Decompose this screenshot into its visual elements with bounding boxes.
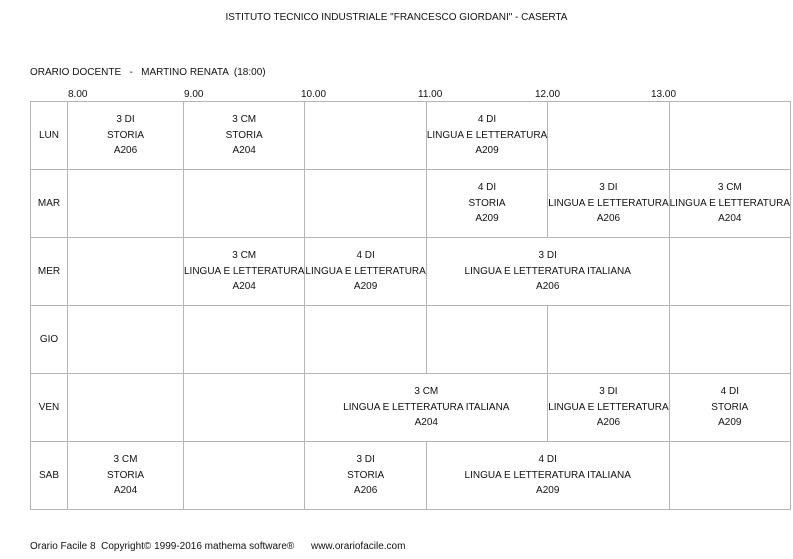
class-label: 3 DI: [538, 250, 557, 262]
room-label: A206: [596, 417, 621, 429]
class-label: 4 DI: [538, 454, 557, 466]
day-label: MER: [31, 238, 68, 306]
hour-label: 10.00: [301, 89, 327, 100]
subject-label: LINGUA E LETTERATURA ITALIANA: [343, 401, 510, 413]
empty-cell: [184, 442, 305, 510]
class-label: 3 DI: [599, 182, 618, 194]
subject-label: LINGUA E LETTERATURA: [669, 197, 791, 209]
lesson-cell: [669, 374, 790, 442]
room-label: A209: [475, 145, 499, 157]
day-row: [31, 102, 791, 170]
empty-cell: [305, 170, 426, 238]
subject-label: STORIA: [106, 469, 145, 481]
subject-label: LINGUA E LETTERATURA: [184, 265, 305, 277]
room-label: A209: [536, 485, 560, 497]
class-label: 3 CM: [717, 182, 742, 194]
class-label: 3 DI: [116, 114, 135, 126]
subject-label: STORIA: [225, 129, 263, 141]
empty-cell: [669, 102, 790, 170]
empty-cell: [68, 238, 184, 306]
school-title: ISTITUTO TECNICO INDUSTRIALE "FRANCESCO GIORDANI" - CASERTA: [225, 12, 568, 23]
timetable-grid: [30, 101, 791, 510]
room-label: A204: [718, 213, 742, 225]
empty-cell: [184, 374, 305, 442]
room-label: A204: [232, 145, 256, 157]
room-label: A204: [113, 485, 138, 497]
room-label: A206: [596, 213, 621, 225]
day-label: VEN: [31, 374, 68, 442]
subject-label: LINGUA E LETTERATURA: [548, 401, 669, 413]
class-label: 4 DI: [477, 114, 497, 126]
day-label: GIO: [31, 306, 68, 374]
class-label: 3 DI: [599, 386, 618, 398]
day-label: SAB: [31, 442, 68, 510]
subject-label: LINGUA E LETTERATURA ITALIANA: [464, 265, 631, 277]
class-label: 3 CM: [232, 250, 257, 262]
lesson-cell: [305, 442, 426, 510]
hour-label: 13.00: [651, 89, 677, 100]
empty-cell: [305, 102, 426, 170]
day-row: [31, 442, 791, 510]
subject-label: LINGUA E LETTERATURA: [305, 265, 426, 277]
lesson-cell: [305, 374, 548, 442]
lesson-cell: [548, 170, 669, 238]
hour-label: 11.00: [418, 89, 443, 100]
subject-label: LINGUA E LETTERATURA: [548, 197, 669, 209]
empty-cell: [68, 374, 184, 442]
class-label: 3 CM: [113, 454, 138, 466]
room-label: A209: [718, 417, 742, 429]
lesson-cell: [426, 170, 547, 238]
lesson-cell: [305, 238, 426, 306]
subject-label: LINGUA E LETTERATURA: [426, 129, 548, 141]
lesson-cell: [426, 102, 547, 170]
lesson-cell: [426, 442, 669, 510]
class-label: 4 DI: [356, 250, 375, 262]
empty-cell: [68, 306, 184, 374]
day-row: [31, 374, 791, 442]
lesson-cell: [669, 170, 790, 238]
hour-label: 8.00: [68, 89, 88, 100]
teacher-schedule-heading: ORARIO DOCENTE - MARTINO RENATA (18:00): [30, 67, 266, 78]
day-row: [31, 170, 791, 238]
room-label: A206: [353, 485, 378, 497]
day-label: MAR: [31, 170, 68, 238]
empty-cell: [184, 170, 305, 238]
room-label: A204: [414, 417, 438, 429]
class-label: 3 DI: [356, 454, 375, 466]
empty-cell: [184, 306, 305, 374]
day-row: [31, 306, 791, 374]
day-label: LUN: [31, 102, 68, 170]
empty-cell: [426, 306, 547, 374]
subject-label: STORIA: [468, 197, 506, 209]
room-label: A209: [353, 281, 378, 293]
empty-cell: [548, 102, 669, 170]
lesson-cell: [548, 374, 669, 442]
lesson-cell: [68, 442, 184, 510]
hour-label: 9.00: [184, 89, 204, 100]
empty-cell: [548, 306, 669, 374]
lesson-cell: [184, 102, 305, 170]
empty-cell: [669, 442, 790, 510]
room-label: A206: [536, 281, 560, 293]
class-label: 3 CM: [414, 386, 439, 398]
hour-label: 12.00: [535, 89, 561, 100]
empty-cell: [669, 306, 790, 374]
class-label: 4 DI: [477, 182, 497, 194]
empty-cell: [669, 238, 790, 306]
lesson-cell: [68, 102, 184, 170]
footer-copyright: Orario Facile 8 Copyright© 1999-2016 mathema software® www.orariofacile.com: [30, 541, 406, 552]
day-row: [31, 238, 791, 306]
subject-label: STORIA: [347, 469, 385, 481]
empty-cell: [305, 306, 426, 374]
class-label: 4 DI: [720, 386, 739, 398]
lesson-cell: [184, 238, 305, 306]
class-label: 3 CM: [232, 114, 257, 126]
room-label: A206: [113, 145, 138, 157]
subject-label: LINGUA E LETTERATURA ITALIANA: [464, 469, 631, 481]
subject-label: STORIA: [106, 129, 145, 141]
subject-label: STORIA: [711, 401, 749, 413]
lesson-cell: [426, 238, 669, 306]
room-label: A204: [232, 281, 256, 293]
empty-cell: [68, 170, 184, 238]
room-label: A209: [475, 213, 499, 225]
